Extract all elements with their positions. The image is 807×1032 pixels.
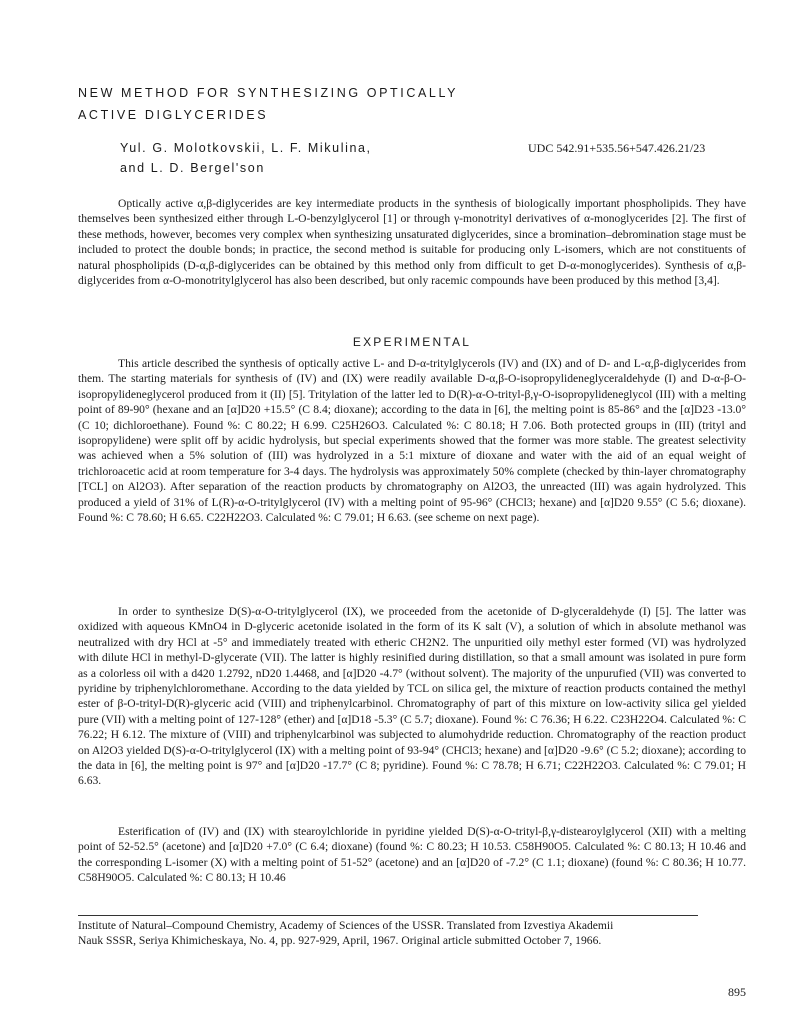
footnote-divider [78,915,698,916]
footnote: Institute of Natural–Compound Chemistry, Academy of Sciences of the USSR. Translated from Izvestiya Akademii Nauk SSSR, Seriya Khimicheskaya, No. 4, pp. 927-929, April, 1967. Original article submitted October 7, 1966. [78,919,614,947]
intro-paragraph: Optically active α,β-diglycerides are key intermediate products in the synthesis of biologically important phospholipids. They have themselves been synthesized either through L-O-benzylglycerol [1] or through γ-monotrityl derivatives of α-monoglycerides [2]. The first of these methods, however, becomes very complex when synthesizing unsaturated diglycerides, since a bromination–debromination stage must be included to protect the double bonds; in practice, the second method is suitable for producing only L-isomers, which are not constituents of natural phospholipids (D-α,β-diglycerides can be obtained by this method only from difficult to get D-α-monoglycerides). Synthesis of α,β-diglycerides from α-O-monotritylglycerol has also been described, but only racemic compounds have been produced by this method [3,4]. [78,197,746,288]
experimental-block-2 [78,604,746,789]
article-title-line-2: ACTIVE DIGLYCERIDES [78,108,269,122]
experimental-paragraph-2: In order to synthesize D(S)-α-O-tritylglycerol (IX), we proceeded from the acetonide of D-glyceraldehyde (I) [5]. The latter was oxidized with aqueous KMnO4 in D-glyceric acetonide isolated in the form of its K salt (V), a solution of which in absolute methanol was neutralized with dry HCl at -5° and immediately treated with etheric CH2N2. The unpuritied oily methyl ester formed (VI) was hydrolyzed with dilute HCl in methyl-D-glycerate (VII). The latter is highly resinified during distillation, so that a small amount was isolated in pure form as a colorless oil with a d420 1.2792, nD20 1.4468, and [α]D20 -4.7° (without solvent). The majority of the unpurufied (VII) was converted to pyridine by triphenylchloromethane. According to the data yielded by TCL on silica gel, the mixture of reaction products contained the methyl ester of β-O-trityl-D(R)-glyceric acid (VIII) and triphenylcarbinol. Chromatography of part of this mixture on low-activity silica gel yielded pure (VII) with a melting point of 127-128° (ether) and [α]D18 -5.3° (C 5.7; dioxane). Found %: C 76.36; H 6.22. C23H22O4. Calculated %: C 76.22; H 6.12. The mixture of (VIII) and triphenylcarbinol was subjected to alumohydride reduction. Chromatography of the reaction product on Al2O3 yielded D(S)-α-O-tritylglycerol (IX) with a melting point of 93-94° (CHCl3; hexane) and [α]D20 -9.6° (C 5.2; dioxane); according to the data in [6], the melting point is 97° and [α]D20 -17.7° (C 8; pyridine). Found %: C 78.78; H 6.71; C22H22O3. Calculated %: C 79.01; H 6.63. [78,605,746,788]
author-list [120,138,520,178]
intro-section [78,196,746,288]
article-title-line-1: NEW METHOD FOR SYNTHESIZING OPTICALLY [78,86,459,100]
experimental-block-3 [78,824,746,886]
section-heading-experimental: EXPERIMENTAL [352,335,472,349]
experimental-paragraph-3: Esterification of (IV) and (IX) with stearoylchloride in pyridine yielded D(S)-α-O-trityl-β,γ-distearoylglycerol (XII) with a melting point of 52-52.5° (acetone) and [α]D20 +7.0° (C 6.4; dioxane) (found %: C 80.23; H 10.53. C58H90O5. Calculated %: C 80.13; H 10.46 and the corresponding L-isomer (X) with a melting point of 51-52° (acetone) and an [α]D20 of -7.2° (C 1.1; dioxane) (found %: C 80.36; H 10.77. C58H90O5. Calculated %: C 80.13; H 10.46 [78,825,746,885]
page-number: 895 [728,985,746,999]
article-title [78,82,598,126]
udc-classification: UDC 542.91+535.56+547.426.21/23 [528,141,706,155]
experimental-paragraph-1: This article described the synthesis of optically active L- and D-α-tritylglycerols (IV) and (IX) and of D- and L-α,β-diglycerides from them. The starting materials for synthesis of (IV) and (IX) were readily available D-α,β-O-isopropylideneglyceraldehyde (I) and D-α-β-O-isopropylideneglycerol produced from it (II) [5]. Tritylation of the latter led to D(R)-α-O-trityl-β,γ-O-isopropylideneglycol (III) with a melting point of 89-90° (hexane and an [α]D20 +15.5° (C 8.4; dioxane); according to the data in [6], the melting point is 85-86° and the [α]D23 -13.0° (C 10; dichloroethane). Found %: C 80.22; H 6.99. C25H26O3. Calculated %: C 80.18; H 7.06. Both protected groups in (III) (trityl and isopropylidene) were split off by acidic hydrolysis, but special experiments showed that the former was more stable. The greatest selectivity was achieved when a 5% solution of (III) was hydrolyzed in a 5:1 mixture of dioxane and water with the aid of an equal weight of trichloroacetic acid at room temperature for 3-4 days. The hydrolysis was approximately 50% complete (checked by thin-layer chromatography [TCL] on Al2O3). After separation of the reaction products by chromatography on Al2O3, the unreacted (III) was again hydrolyzed. This produced a yield of 31% of L(R)-α-O-tritylglycerol (IV) with a melting point of 95-96° (CHCl3; hexane) and [α]D20 9.55° (C 5.6; dioxane). Found %: C 78.60; H 6.65. C22H22O3. Calculated %: C 79.01; H 6.63. (see scheme on next page). [78,357,746,525]
author-line-2: and L. D. Bergel'son [120,161,265,175]
author-line-1: Yul. G. Molotkovskii, L. F. Mikulina, [120,141,372,155]
experimental-block-1 [78,356,746,525]
